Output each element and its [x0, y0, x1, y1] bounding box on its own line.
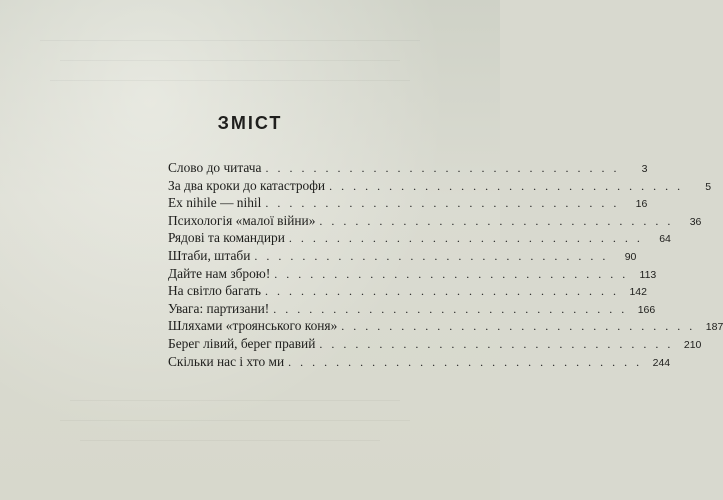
toc-entry: [168, 300, 656, 319]
bleed-through-line: [60, 420, 410, 421]
bleed-through-line: [70, 400, 400, 401]
toc-entry-title: Увага: партизани!: [168, 300, 270, 316]
toc-entry: [168, 177, 712, 196]
toc-entry-page: 113: [639, 268, 657, 281]
toc-entry-title: На світло багать: [168, 283, 261, 299]
dot-leader: ..............................: [329, 178, 690, 193]
toc-entry-page: 5: [705, 180, 712, 193]
toc-entry-page: 64: [659, 233, 671, 246]
toc-entry: [168, 195, 648, 213]
dot-leader: ..............................: [254, 248, 615, 263]
toc-entry-title: Берег лівий, берег правий: [168, 335, 316, 351]
toc-entry: [168, 160, 648, 178]
toc-entry-title: Шляхами «троянського коня»: [168, 318, 338, 334]
toc-entry: [168, 335, 702, 354]
dot-leader: ..............................: [341, 319, 702, 334]
table-of-contents: [168, 160, 723, 371]
toc-entry-title: Слово до читача: [168, 160, 262, 175]
toc-entry-page: 210: [683, 338, 702, 351]
bleed-through-line: [40, 40, 420, 41]
toc-entry-title: Рядові та командири: [168, 230, 285, 246]
dot-leader: ..............................: [265, 161, 626, 175]
dot-leader: ..............................: [319, 213, 680, 228]
dot-leader: ..............................: [265, 196, 626, 211]
toc-entry: [168, 318, 723, 336]
bleed-through-line: [50, 80, 410, 81]
toc-entry: [168, 230, 671, 248]
toc-entry-page: 3: [641, 163, 648, 175]
bleed-through-line: [80, 440, 380, 441]
toc-entry-page: 90: [624, 250, 637, 263]
toc-entry-title: Скільки нас і хто ми: [168, 353, 285, 369]
dot-leader: ..............................: [265, 284, 625, 299]
toc-entry-page: 187: [705, 321, 723, 334]
toc-entry-page: 142: [629, 286, 647, 299]
toc-entry-page: 16: [635, 198, 648, 211]
toc-entry: [168, 212, 702, 231]
toc-entry-title: Ex nihile — nihil: [168, 195, 262, 211]
toc-entry-title: Штаби, штаби: [168, 247, 251, 263]
page-title: ЗМІСТ: [217, 113, 283, 133]
dot-leader: ..............................: [319, 336, 680, 351]
bleed-through-line: [60, 60, 400, 61]
toc-entry: [168, 247, 637, 266]
dot-leader: ..............................: [288, 231, 649, 246]
toc-entry-page: 166: [637, 303, 656, 316]
dot-leader: ..............................: [288, 354, 649, 369]
toc-entry-title: Дайте нам зброю!: [168, 265, 271, 281]
toc-entry-page: 36: [689, 215, 702, 228]
toc-entry-title: Психологія «малої війни»: [168, 212, 316, 228]
toc-entry: [168, 353, 671, 372]
toc-entry: [168, 283, 647, 301]
toc-entry-page: 244: [652, 356, 671, 369]
dot-leader: ..............................: [273, 301, 634, 316]
dot-leader: ..............................: [274, 266, 635, 281]
toc-entry-title: За два кроки до катастрофи: [168, 177, 326, 193]
toc-entry: [168, 265, 657, 284]
